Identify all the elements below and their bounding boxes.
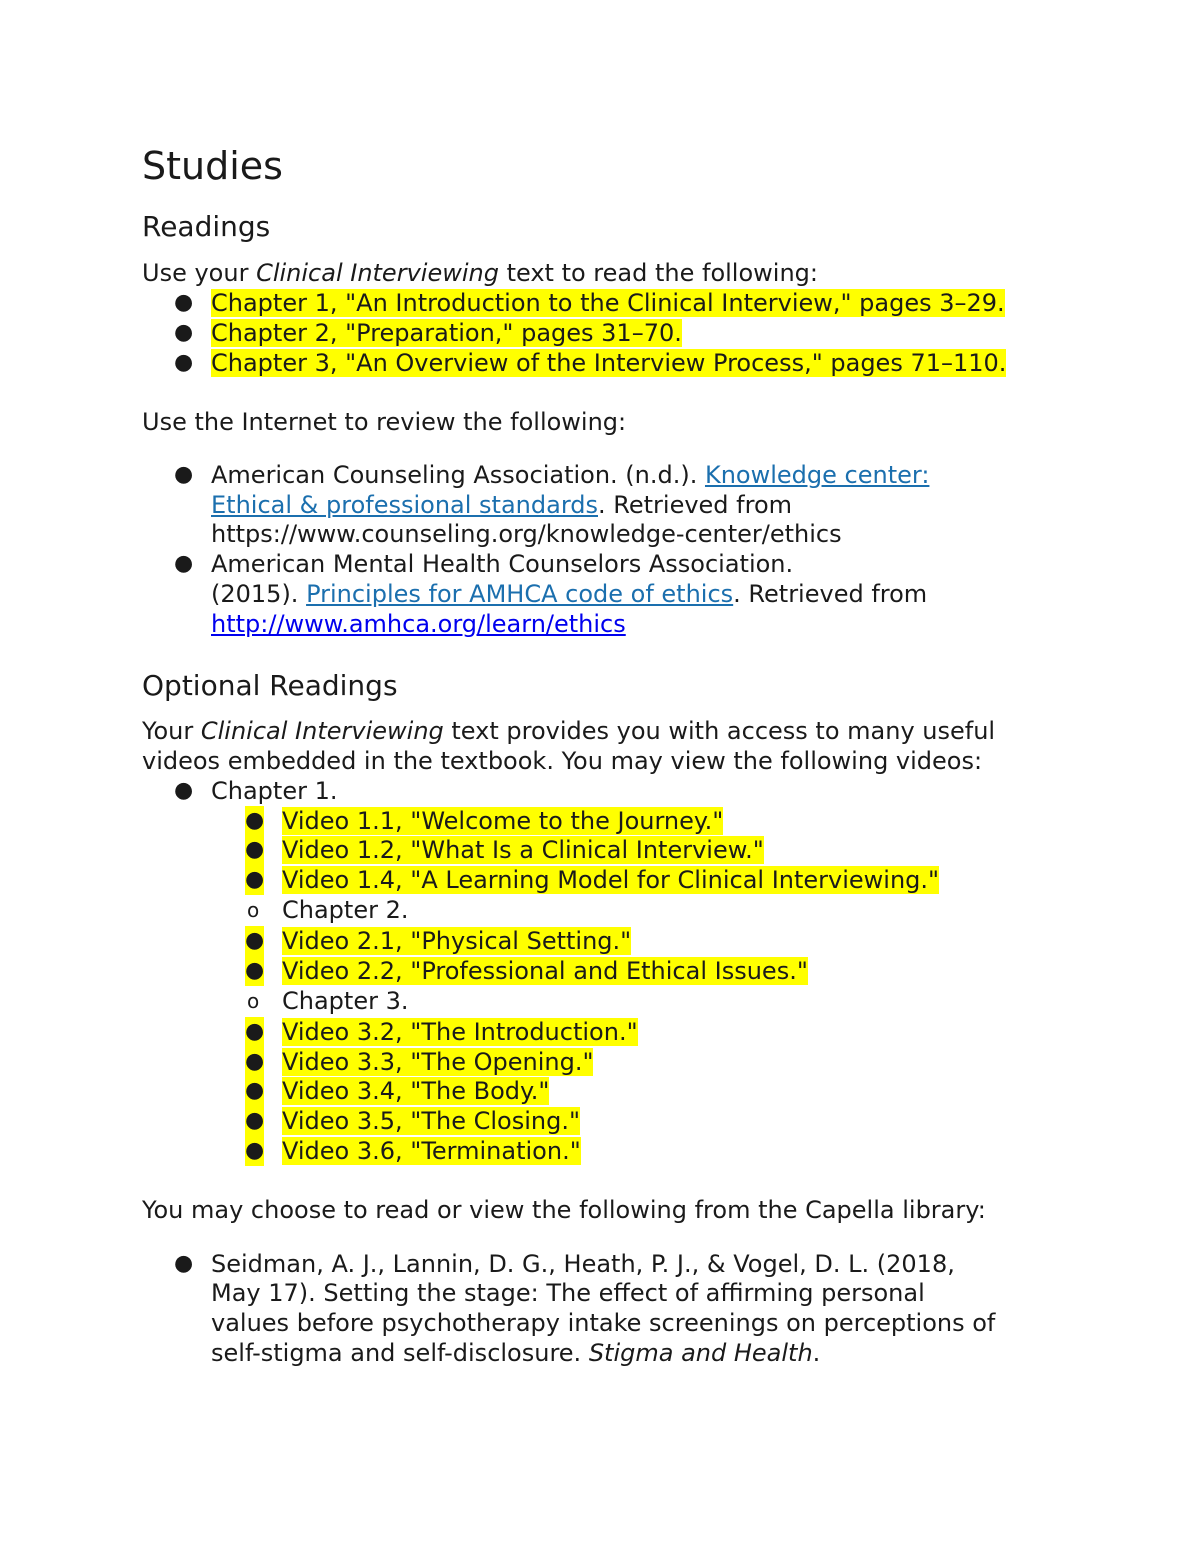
- list-item-chapter-3: Chapter 3, "An Overview of the Interview Process," pages 71–110.: [211, 349, 1007, 377]
- list-item-video: Video 3.3, "The Opening.": [282, 1048, 594, 1076]
- amhca-url-link[interactable]: http://www.amhca.org/learn/ethics: [211, 610, 626, 638]
- list-item-chapter-1: Chapter 1, "An Introduction to the Clinical Interview," pages 3–29.: [211, 289, 1005, 317]
- reference-aca-line2: Ethical & professional standards. Retrieved from: [211, 491, 793, 519]
- bullet-icon: ●: [245, 956, 264, 986]
- reference-amhca-line2: (2015). Principles for AMHCA code of ethics. Retrieved from: [211, 580, 928, 608]
- book-title: Clinical Interviewing: [200, 717, 444, 745]
- readings-intro: Use your Clinical Interviewing text to read the following:: [142, 259, 818, 287]
- bullet-icon: ●: [174, 778, 194, 803]
- reference-seidman-line4: self-stigma and self-disclosure. Stigma and Health.: [211, 1339, 821, 1367]
- bullet-icon: ●: [245, 1047, 264, 1077]
- bullet-icon: ●: [245, 806, 264, 836]
- amhca-code-link[interactable]: Principles for AMHCA code of ethics: [306, 580, 734, 608]
- bullet-icon: ●: [174, 320, 194, 345]
- bullet-icon: ●: [174, 350, 194, 375]
- reference-seidman-line3: values before psychotherapy intake screenings on perceptions of: [211, 1309, 996, 1337]
- list-item-video: Video 1.4, "A Learning Model for Clinical Interviewing.": [282, 866, 940, 894]
- bullet-icon: ●: [245, 865, 264, 895]
- optional-readings-heading: Optional Readings: [142, 669, 398, 702]
- list-item-video: Video 1.2, "What Is a Clinical Interview.": [282, 836, 764, 864]
- list-item-video: Video 3.2, "The Introduction.": [282, 1018, 638, 1046]
- list-item-video: Video 3.5, "The Closing.": [282, 1107, 580, 1135]
- bullet-icon: ●: [174, 551, 194, 576]
- ethical-standards-link[interactable]: Ethical & professional standards: [211, 491, 598, 519]
- list-item-chapter3: Chapter 3.: [282, 987, 409, 1015]
- reference-amhca-url-line: [211, 609, 626, 639]
- journal-title: Stigma and Health: [588, 1339, 813, 1367]
- circle-bullet-icon: o: [247, 898, 260, 922]
- list-item-video: Video 3.6, "Termination.": [282, 1137, 581, 1165]
- bullet-icon: ●: [245, 1106, 264, 1136]
- bullet-icon: ●: [174, 462, 194, 487]
- page-title: Studies: [142, 144, 283, 188]
- bullet-icon: ●: [245, 1076, 264, 1106]
- bullet-icon: ●: [174, 290, 194, 315]
- readings-heading: Readings: [142, 210, 271, 243]
- knowledge-center-link[interactable]: Knowledge center:: [704, 461, 930, 489]
- circle-bullet-icon: o: [247, 989, 260, 1013]
- bullet-icon: ●: [245, 1136, 264, 1166]
- optional-intro-line2: videos embedded in the textbook. You may view the following videos:: [142, 747, 983, 775]
- internet-intro: Use the Internet to review the following:: [142, 408, 627, 436]
- list-item-video: Video 1.1, "Welcome to the Journey.": [282, 807, 724, 835]
- reference-seidman-line1: Seidman, A. J., Lannin, D. G., Heath, P. J., & Vogel, D. L. (2018,: [211, 1250, 955, 1278]
- list-item-chapter1: Chapter 1.: [211, 777, 338, 805]
- list-item-video: Video 3.4, "The Body.": [282, 1077, 550, 1105]
- reference-seidman-line2: May 17). Setting the stage: The effect of affirming personal: [211, 1279, 925, 1307]
- list-item-chapter-2: Chapter 2, "Preparation," pages 31–70.: [211, 319, 682, 347]
- bullet-icon: ●: [174, 1251, 194, 1276]
- optional-intro-line1: Your Clinical Interviewing text provides you with access to many useful: [142, 717, 996, 745]
- book-title: Clinical Interviewing: [256, 259, 499, 287]
- reference-amhca-line1: American Mental Health Counselors Association.: [211, 550, 794, 578]
- list-item-video: Video 2.2, "Professional and Ethical Issues.": [282, 957, 808, 985]
- bullet-icon: ●: [245, 835, 264, 865]
- list-item-video: Video 2.1, "Physical Setting.": [282, 927, 632, 955]
- reference-aca-url: https://www.counseling.org/knowledge-center/ethics: [211, 520, 842, 548]
- library-intro: You may choose to read or view the following from the Capella library:: [142, 1196, 986, 1224]
- list-item-chapter2: Chapter 2.: [282, 896, 409, 924]
- reference-aca-line1: American Counseling Association. (n.d.). Knowledge center:: [211, 461, 930, 489]
- bullet-icon: ●: [245, 1017, 264, 1047]
- bullet-icon: ●: [245, 926, 264, 956]
